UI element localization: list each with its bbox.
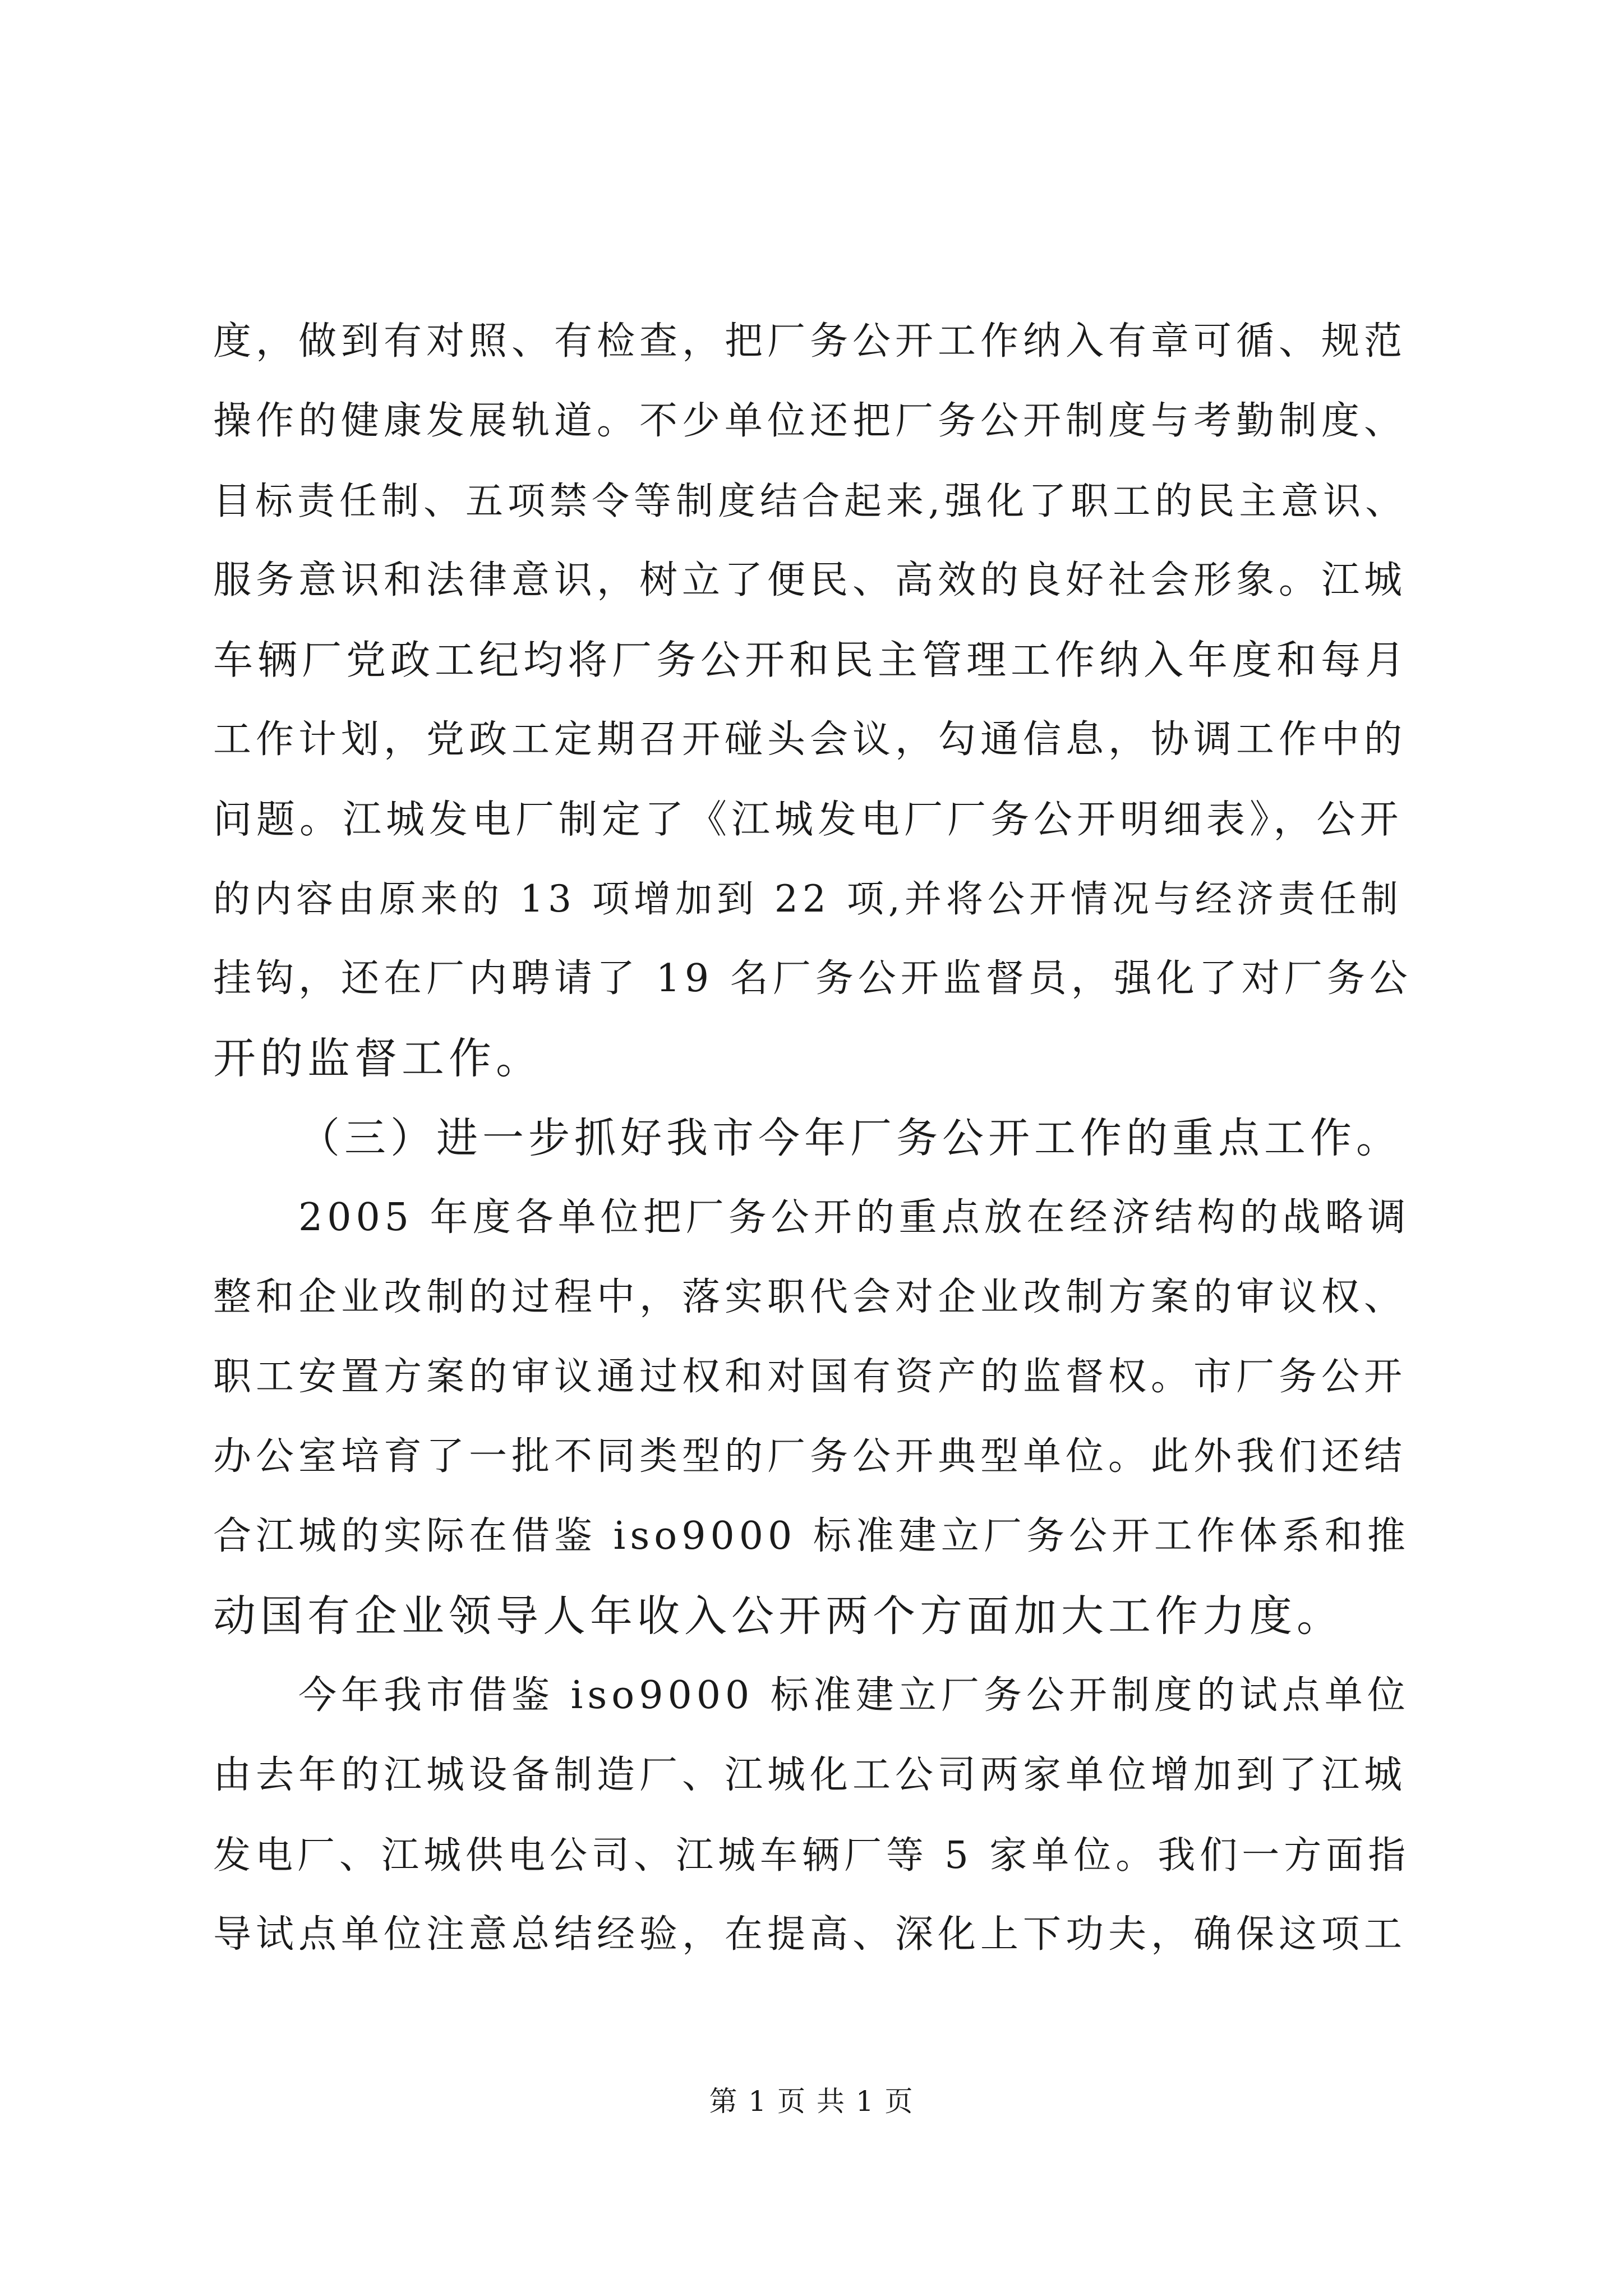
- text-line: 操作的健康发展轨道。不少单位还把厂务公开制度与考勤制度、: [213, 399, 1407, 443]
- text-line: 整和企业改制的过程中，落实职代会对企业改制方案的审议权、: [213, 1275, 1407, 1319]
- text-line: 今年我市借鉴 iso9000 标准建立厂务公开制度的试点单位: [298, 1673, 1410, 1718]
- text-line: 发电厂、江城供电公司、江城车辆厂等 5 家单位。我们一方面指: [213, 1833, 1410, 1877]
- text-line: 目标责任制、五项禁令等制度结合起来,强化了职工的民主意识、: [213, 479, 1408, 523]
- text-line: 职工安置方案的审议通过权和对国有资产的监督权。市厂务公开: [213, 1355, 1407, 1399]
- text-line: 的内容由原来的 13 项增加到 22 项,并将公开情况与经济责任制: [213, 877, 1403, 921]
- text-line: 合江城的实际在借鉴 iso9000 标准建立厂务公开工作体系和推: [213, 1514, 1410, 1558]
- text-line: 挂钩，还在厂内聘请了 19 名厂务公开监督员，强化了对厂务公: [213, 956, 1412, 1001]
- text-line: 问题。江城发电厂制定了《江城发电厂厂务公开明细表》，公开: [213, 797, 1403, 842]
- text-line: 2005 年度各单位把厂务公开的重点放在经济结构的战略调: [298, 1195, 1410, 1240]
- text-line: 车辆厂党政工纪均将厂务公开和民主管理工作纳入年度和每月: [213, 637, 1410, 683]
- text-line: 导试点单位注意总结经验，在提高、深化上下功夫，确保这项工: [213, 1912, 1407, 1957]
- text-line: 动国有企业领导人年收入公开两个方面加大工作力度。: [213, 1591, 1344, 1641]
- page-footer: 第 1 页 共 1 页: [709, 2085, 914, 2118]
- document-body: [213, 302, 1413, 1975]
- text-line: 由去年的江城设备制造厂、江城化工公司两家单位增加到了江城: [213, 1753, 1407, 1797]
- text-line: 开的监督工作。: [213, 1033, 543, 1083]
- text-line: 度，做到有对照、有检查，把厂务公开工作纳入有章可循、规范: [213, 319, 1407, 364]
- text-line: 办公室培育了一批不同类型的厂务公开典型单位。此外我们还结: [213, 1434, 1407, 1479]
- text-line: （三）进一步抓好我市今年厂务公开工作的重点工作。: [298, 1114, 1402, 1162]
- text-line: 服务意识和法律意识，树立了便民、高效的良好社会形象。江城: [213, 558, 1407, 602]
- text-line: 工作计划，党政工定期召开碰头会议，勾通信息，协调工作中的: [213, 717, 1407, 762]
